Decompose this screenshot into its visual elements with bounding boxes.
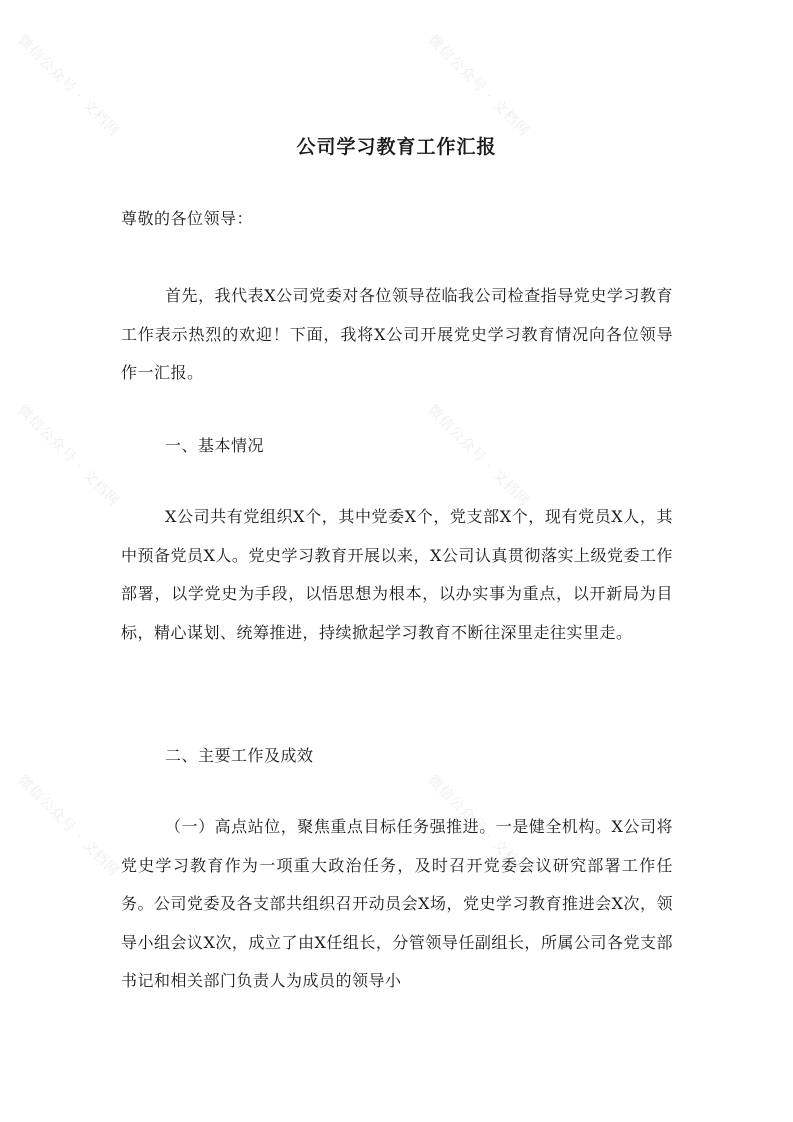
watermark-text: 微信公众号 · 文档网 <box>14 402 123 510</box>
watermark-text: 微信公众号 · 文档网 <box>424 402 533 510</box>
section-heading-work: 二、主要工作及成效 <box>165 746 314 765</box>
watermark-text: 微信公众号 · 文档网 <box>424 772 533 880</box>
paragraph-basic: X公司共有党组织X个，其中党委X个，党支部X个，现有党员X人，其中预备党员X人。党史学习教育开展以来，X公司认真贯彻落实上级党委工作部署，以学党史为手段，以悟思想为根本，以办实事为重点，以开新局为目标，精心谋划、统筹推进，持续掀起学习教育不断往深里走往实里走。 <box>121 507 673 642</box>
document-title: 公司学习教育工作汇报 <box>296 136 497 158</box>
paragraph-work: （一）高点站位，聚焦重点目标任务强推进。一是健全机构。X公司将党史学习教育作为一项重大政治任务，及时召开党委会议研究部署工作任务。公司党委及各支部共组织召开动员会X场，党史学习教育推进会X次，领导小组会议X次，成立了由X任组长，分管领导任副组长，所属公司各党支部书记和相关部门负责人为成员的领导小 <box>121 817 673 990</box>
section-heading-basic: 一、基本情况 <box>165 436 265 455</box>
watermark-text: 微信公众号 · 文档网 <box>424 32 533 140</box>
watermark-text: 微信公众号 · 文档网 <box>14 32 123 140</box>
salutation: 尊敬的各位领导： <box>121 209 254 228</box>
paragraph-intro: 首先，我代表X公司党委对各位领导莅临我公司检查指导党史学习教育工作表示热烈的欢迎！下面，我将X公司开展党史学习教育情况向各位领导作一汇报。 <box>121 286 673 382</box>
watermark-text: 微信公众号 · 文档网 <box>14 772 123 880</box>
